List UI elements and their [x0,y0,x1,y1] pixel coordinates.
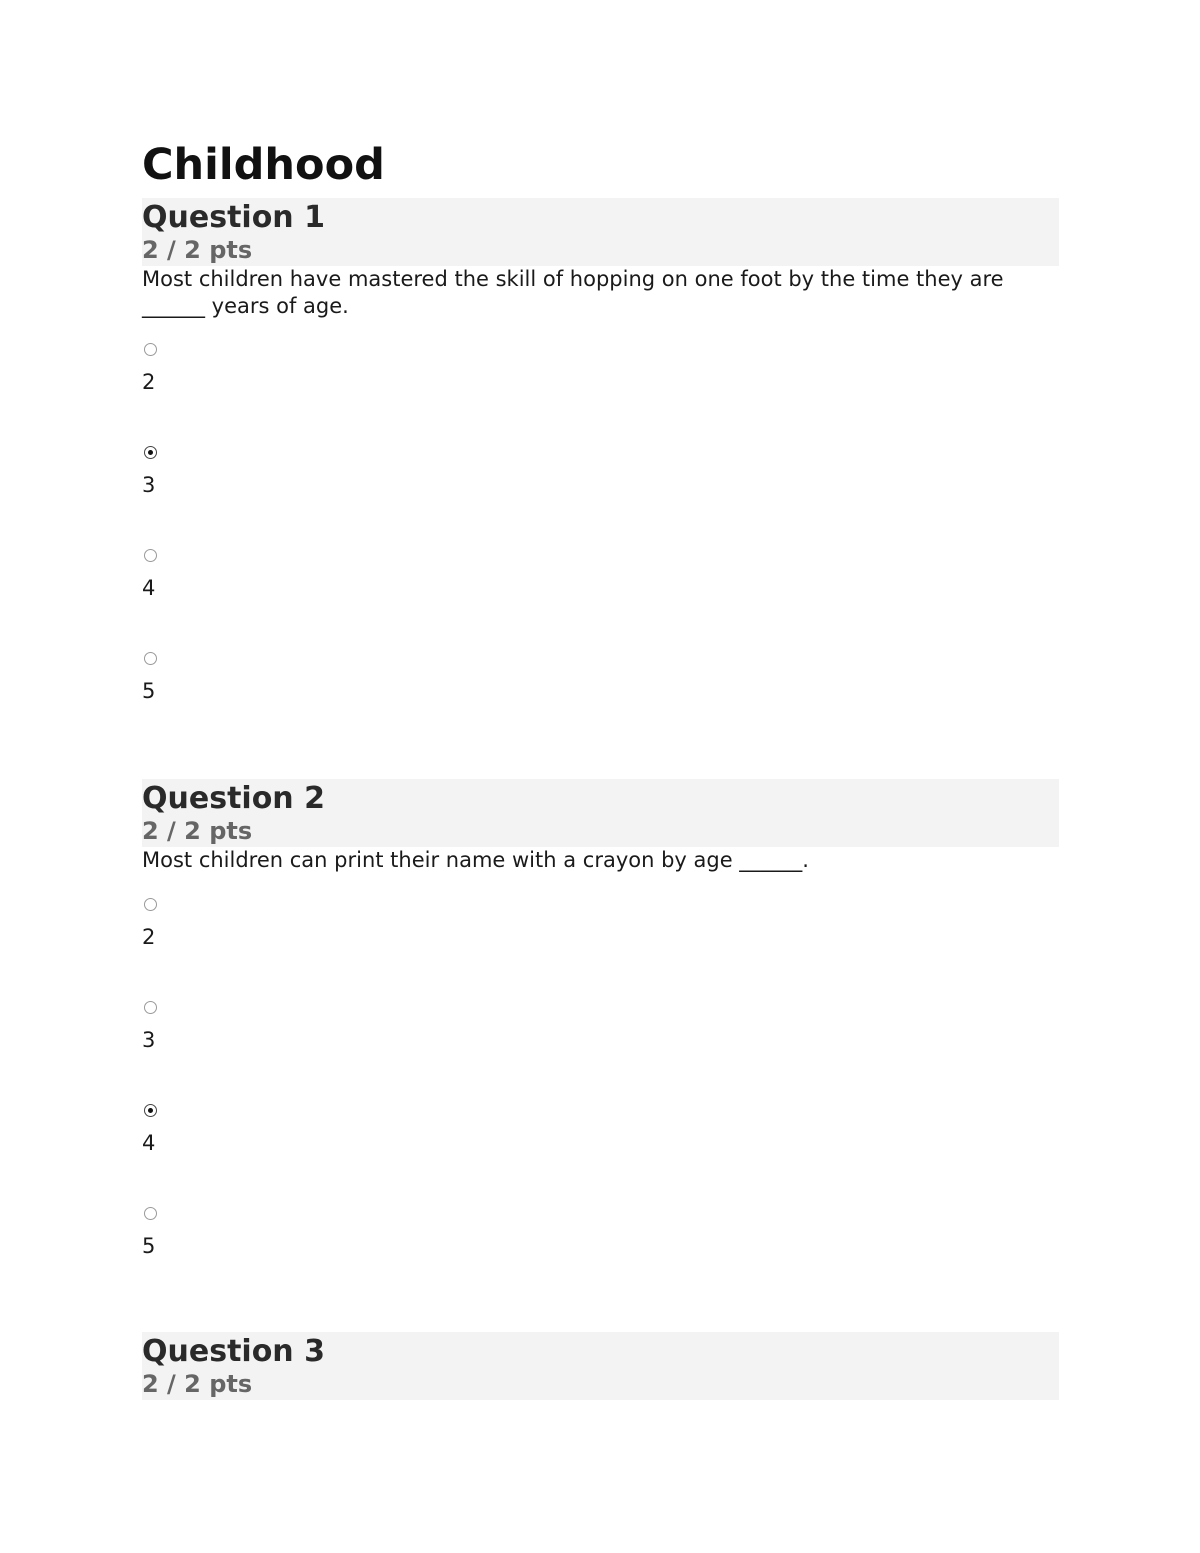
answer-label: 2 [142,925,156,949]
answer-label: 3 [142,1028,156,1052]
question-points: 2 / 2 pts [142,236,253,264]
radio-button[interactable] [144,549,157,562]
radio-button[interactable] [144,446,157,459]
radio-button[interactable] [144,898,157,911]
answer-option[interactable] [142,1104,1059,1207]
answer-label: 2 [142,370,156,394]
radio-button[interactable] [144,343,157,356]
question-2 [142,779,1059,1310]
answer-list [142,898,1059,1310]
question-points: 2 / 2 pts [142,1370,253,1398]
answer-option[interactable] [142,1001,1059,1104]
question-header [142,779,1059,847]
question-text: Most children have mastered the skill of hopping on one foot by the time they are ______ years of age. [142,267,1004,318]
radio-button[interactable] [144,1207,157,1220]
answer-label: 5 [142,1234,156,1258]
answer-label: 3 [142,473,156,497]
answer-option[interactable] [142,343,1059,446]
question-header [142,198,1059,266]
answer-label: 5 [142,679,156,703]
answer-option[interactable] [142,652,1059,755]
radio-button[interactable] [144,1001,157,1014]
radio-button[interactable] [144,652,157,665]
question-title: Question 2 [142,781,325,816]
question-title: Question 1 [142,200,325,235]
answer-option[interactable] [142,446,1059,549]
question-points: 2 / 2 pts [142,817,253,845]
question-text: Most children can print their name with a crayon by age ______. [142,848,809,872]
answer-label: 4 [142,1131,156,1155]
question-1 [142,198,1059,755]
answer-option[interactable] [142,549,1059,652]
question-header [142,1332,1059,1400]
answer-option[interactable] [142,898,1059,1001]
question-3 [142,1332,1059,1400]
question-title: Question 3 [142,1334,325,1369]
radio-button[interactable] [144,1104,157,1117]
answer-label: 4 [142,576,156,600]
answer-option[interactable] [142,1207,1059,1310]
answer-list [142,343,1059,755]
page-title: Childhood [142,140,385,190]
